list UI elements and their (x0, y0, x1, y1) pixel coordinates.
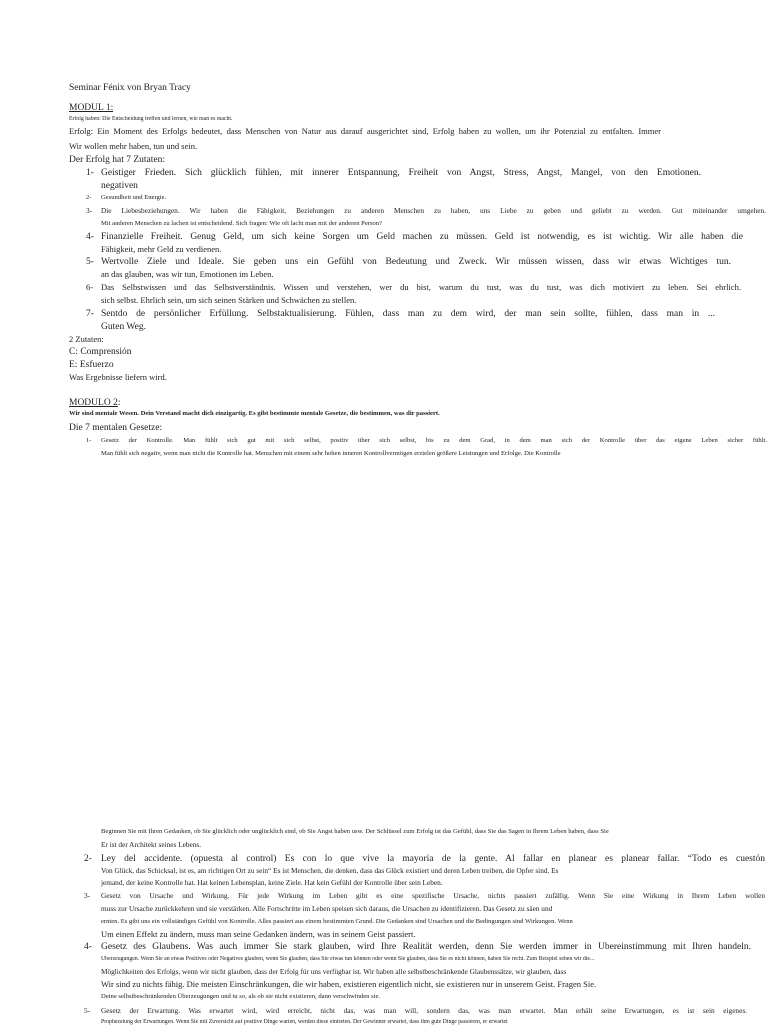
law-text-cont: Er ist der Architekt seines Lebens. (101, 841, 202, 849)
zutat-e: E: Esfuerzo (69, 360, 114, 370)
modul2-heading-colon: : (117, 398, 121, 408)
law-text-cont: jemand, der keine Kontrolle hat. Hat keinen Lebensplan, keine Ziele. Hat kein Gefühl der Kontrolle über sein Leben. (101, 879, 443, 887)
law-number: 4- (84, 942, 92, 952)
modul2-heading (69, 398, 120, 409)
law-text-cont: Von Glück, das Schicksal, ist es, am richtigen Ort zu sein“ Es ist Menschen, die denken, dass das Glück existiert und deren Leben treiben, die Opfer sind. Es (101, 867, 559, 875)
law-number: 2- (84, 854, 92, 864)
law-text: Gesetz der Erwartung. Was erwartet wird, wird erreicht, nicht das, was man will, sondern das, was man erwartet. Man erhält seine Erwartungen, es ist sein eigenes. (101, 1007, 747, 1015)
law-text-cont: Beginnen Sie mit Ihren Gedanken, ob Sie glücklich oder unglücklich sind, ob Sie Angst haben usw. Der Schlüssel zum Erfolg ist das Gefühl, dass Sie das Sagen in Ihrem Leben haben, dass Sie (101, 828, 609, 835)
list-item-text-cont: Fähigkeit, mehr Geld zu verdienen. (101, 245, 222, 254)
law-number: 5- (84, 1006, 91, 1015)
list-item-number: 5- (86, 257, 94, 267)
modul1-heading: MODUL 1: (69, 103, 114, 113)
list-item-text: Gesundheit und Energie. (101, 194, 167, 201)
law-text-cont: muss zur Ursache zurückkehren und sie verstärken. Alle Fortschritte im Leben speisen sich daraus, die Ursachen zu identifizieren. Das Gesetz zu säen und (101, 905, 553, 913)
law-text-cont: Möglichkeiten des Erfolgs, wenn wir nicht glauben, dass der Erfolg für uns verfügbar ist. Wir haben alle selbstbeschränkende Glaubenssätze, wir glauben, dass (101, 968, 567, 976)
list-item-text: Finanzielle Freiheit. Genug Geld, um sich keine Sorgen um Geld machen zu müssen. Geld ist notwendig, es ist wichtig. Wir alle haben die (101, 232, 743, 242)
laws-title: Die 7 mentalen Gesetze: (69, 423, 163, 433)
modul1-subtitle: Erfolg haben: Die Entscheidung treffen und lernen, wie man es macht. (69, 116, 233, 122)
zutaten-title: 2 Zutaten: (69, 335, 104, 344)
modul1-intro-line2: Wir wollen mehr haben, tun und sein. (69, 142, 198, 151)
list-item-number: 7- (86, 309, 94, 319)
list-item-number: 1- (86, 168, 94, 178)
law-number: 3- (84, 891, 91, 900)
list-item-text: Wertvolle Ziele und Ideale. Sie geben uns ein Gefühl von Bedeutung und Zweck. Wir müssen wissen, dass wir etwas Wichtiges tun. (101, 257, 731, 267)
list-item-text: Die Liebesbeziehungen. Wir haben die Fähigkeit, Beziehungen zu anderen Menschen zu haben, uns Liebe zu geben und geliebt zu werden. Gut miteinander umgehen. (101, 207, 766, 215)
modul1-intro-line1: Erfolg: Ein Moment des Erfolgs bedeutet, dass Menschen von Natur aus darauf ausgerichtet sind, Erfolg haben zu wollen, um ihr Potenzial zu entfalten. Immer (69, 127, 661, 136)
list-item-text-cont: Guten Weg. (101, 322, 146, 332)
law-text-cont: Man fühlt sich negativ, wenn man nicht die Kontrolle hat. Menschen mit einem sehr hohen inneren Kontrollvermögen erzielen größere Leistungen und Erfolge. Die Kontrolle (101, 450, 561, 457)
law-text-cont: Überzeugungen. Wenn Sie an etwas Positives oder Negatives glauben, wenn Sie glauben, dass Sie etwas tun können oder wenn Sie glauben, dass Sie es nicht können, haben Sie recht. Zum Beispiel sehen wir die... (101, 956, 595, 962)
list-item-text-cont: negativen (101, 181, 138, 191)
law-text-cont: ernten. Es gibt uns ein vollständiges Gefühl von Kontrolle. Alles passiert aus einem bestimmten Grund. Die Gedanken sind Ursachen und die Bedingungen sind Wirkungen. Wenn (101, 918, 573, 925)
ingredients-title: Der Erfolg hat 7 Zutaten: (69, 155, 166, 165)
law-text: Gesetz der Kontrolle. Man fühlt sich gut mit sich selbst, positiv über sich selbst, bis zu dem Grad, in dem man sich der Kontrolle über das eigene Leben sicher fühlt. (101, 437, 767, 444)
list-item-text: Geistiger Frieden. Sich glücklich fühlen, mit innerer Entspannung, Freiheit von Angst, Stress, Angst, Mangel, von den Emotionen. (101, 168, 701, 178)
modul1-outro: Was Ergebnisse liefern wird. (69, 373, 167, 382)
list-item-number: 4- (86, 232, 94, 242)
law-text-cont: Um einen Effekt zu ändern, muss man seine Gedanken ändern, was in seinem Geist passiert. (101, 930, 416, 939)
law-text-cont: Wir sind zu nichts fähig. Die meisten Einschränkungen, die wir haben, existieren eigentlich nicht, sie existieren nur in unserem Geist. Fragen Sie. (101, 980, 597, 989)
law-text: Gesetz des Glaubens. Was auch immer Sie stark glauben, wird Ihre Realität werden, denn Sie werden immer in Übereinstimmung mit Ihren handeln. (101, 942, 751, 952)
list-item-text-cont: Mit anderen Menschen zu lachen ist entscheidend. Sich fragen: Wie oft lacht man mit der anderen Person? (101, 220, 383, 227)
list-item-text: Das Selbstwissen und das Selbstverständnis. Wissen und verstehen, wer du bist, warum du tust, was du tust, was dich motiviert zu leben. Sei ehrlich. (101, 283, 741, 292)
list-item-number: 6- (86, 282, 94, 292)
document-title: Seminar Fénix von Bryan Tracy (69, 83, 191, 93)
list-item-number: 3- (86, 206, 93, 215)
law-text-cont: Prophezeiung der Erwartungen. Wenn Sie mit Zuversicht auf positive Dinge warten, werden diese eintreten. Der Gewinner erwartet, dass ihm gute Dinge passieren, er erwartet (101, 1019, 508, 1025)
law-text-cont: Deine selbstbeschränkenden Überzeugungen und tu so, als ob sie nicht existieren, dann verschwinden sie. (101, 993, 381, 1000)
zutat-c: C: Comprensión (69, 347, 132, 357)
law-text: Gesetz von Ursache und Wirkung. Für jede Wirkung im Leben gibt es eine spezifische Ursache, nichts passiert zufällig. Wenn Sie eine Wirkung in Ihrem Leben wollen (101, 892, 765, 900)
list-item-text: Sentdo de persönlicher Erfüllung. Selbstaktualisierung. Fühlen, dass man zu dem wird, der man sein sollte, fühlen, dass man in ... (101, 309, 715, 319)
list-item-text-cont: sich selbst. Ehrlich sein, um sich seinen Stärken und Schwächen zu stellen. (101, 296, 357, 305)
modul2-subtitle: Wir sind mentale Wesen. Dein Verstand macht dich einzigartig. Es gibt bestimmte mentale Gesetze, die bestimmen, was dir passiert. (69, 410, 440, 417)
modul2-heading-text: MÓDULO 2 (69, 398, 118, 408)
list-item-text-cont: an das glauben, was wir tun, Emotionen im Leben. (101, 270, 274, 279)
law-text: Ley del accidente. (opuesta al control) Es con lo que vive la mayoría de la gente. Al fallar en planear es planear fallar. “Todo es cuestón (101, 854, 765, 864)
law-number: 1- (86, 437, 92, 444)
list-item-number: 2- (86, 194, 92, 201)
